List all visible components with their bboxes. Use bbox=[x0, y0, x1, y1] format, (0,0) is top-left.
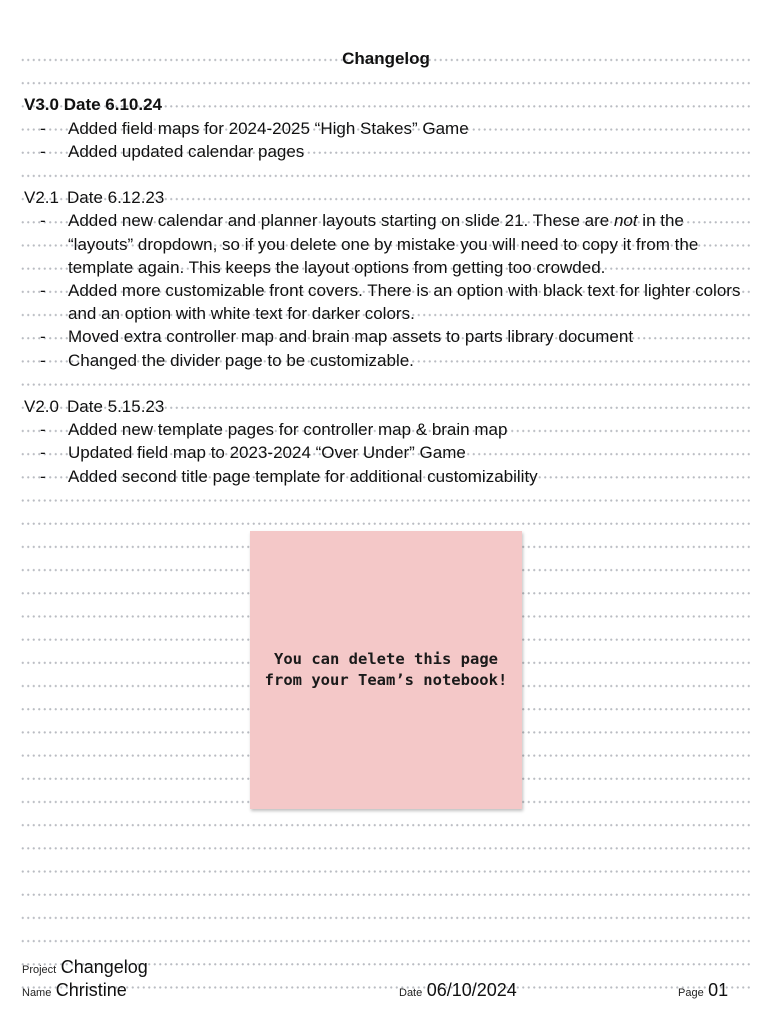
change-item: - Changed the divider page to be customizable. bbox=[24, 349, 748, 372]
sticky-note bbox=[250, 531, 522, 809]
change-list-v3-0 bbox=[24, 117, 748, 163]
page-number: 01 bbox=[708, 980, 729, 1000]
change-item-emphasis: not bbox=[613, 211, 638, 231]
date-value: 06/10/2024 bbox=[426, 980, 517, 1000]
name-value: Christine bbox=[55, 980, 127, 1000]
change-list-v2-0 bbox=[24, 418, 748, 488]
footer-row-meta bbox=[22, 978, 746, 1001]
change-item: - Added updated calendar pages bbox=[24, 140, 748, 163]
change-item-text: in the “layouts” dropdown, so if you delete one by mistake you will need to copy it from the template again. This keeps the layout options from getting too crowded. bbox=[68, 211, 699, 277]
page-title: Changelog bbox=[342, 49, 430, 68]
change-item: - Added field maps for 2024-2025 “High Stakes” Game bbox=[24, 117, 748, 140]
project-value: Changelog bbox=[60, 957, 148, 977]
version-label: V3.0 bbox=[24, 95, 59, 115]
changelog-content bbox=[24, 47, 748, 488]
change-item: - Added second title page template for additional customizability bbox=[24, 465, 748, 488]
change-item: - Added new template pages for controller map & brain map bbox=[24, 418, 748, 441]
version-header-v2-0 bbox=[24, 395, 748, 418]
version-header-v2-1 bbox=[24, 186, 748, 209]
version-date: Date 6.10.24 bbox=[63, 95, 163, 115]
change-item: - Updated field map to 2023-2024 “Over Under” Game bbox=[24, 441, 748, 464]
version-label: V2.1 bbox=[24, 188, 59, 208]
name-label: Name bbox=[22, 987, 52, 999]
change-item bbox=[24, 209, 748, 279]
change-item-text: Added new calendar and planner layouts starting on slide 21. These are bbox=[68, 211, 614, 231]
sticky-note-text: You can delete this page from your Team’s notebook! bbox=[264, 650, 508, 689]
change-list-v2-1 bbox=[24, 209, 748, 371]
version-date: Date 6.12.23 bbox=[66, 188, 165, 208]
project-label: Project bbox=[22, 964, 57, 976]
footer-row-project bbox=[22, 955, 746, 978]
page-footer bbox=[22, 955, 746, 1005]
change-item: - Added more customizable front covers. There is an option with black text for lighter colors and an option with white text for darker colors. bbox=[24, 279, 748, 325]
page-label: Page bbox=[678, 987, 704, 999]
date-label: Date bbox=[399, 987, 423, 999]
version-date: Date 5.15.23 bbox=[66, 396, 165, 416]
change-item: - Moved extra controller map and brain map assets to parts library document bbox=[24, 325, 748, 348]
version-header-v3-0 bbox=[24, 93, 748, 116]
version-label: V2.0 bbox=[24, 396, 59, 416]
